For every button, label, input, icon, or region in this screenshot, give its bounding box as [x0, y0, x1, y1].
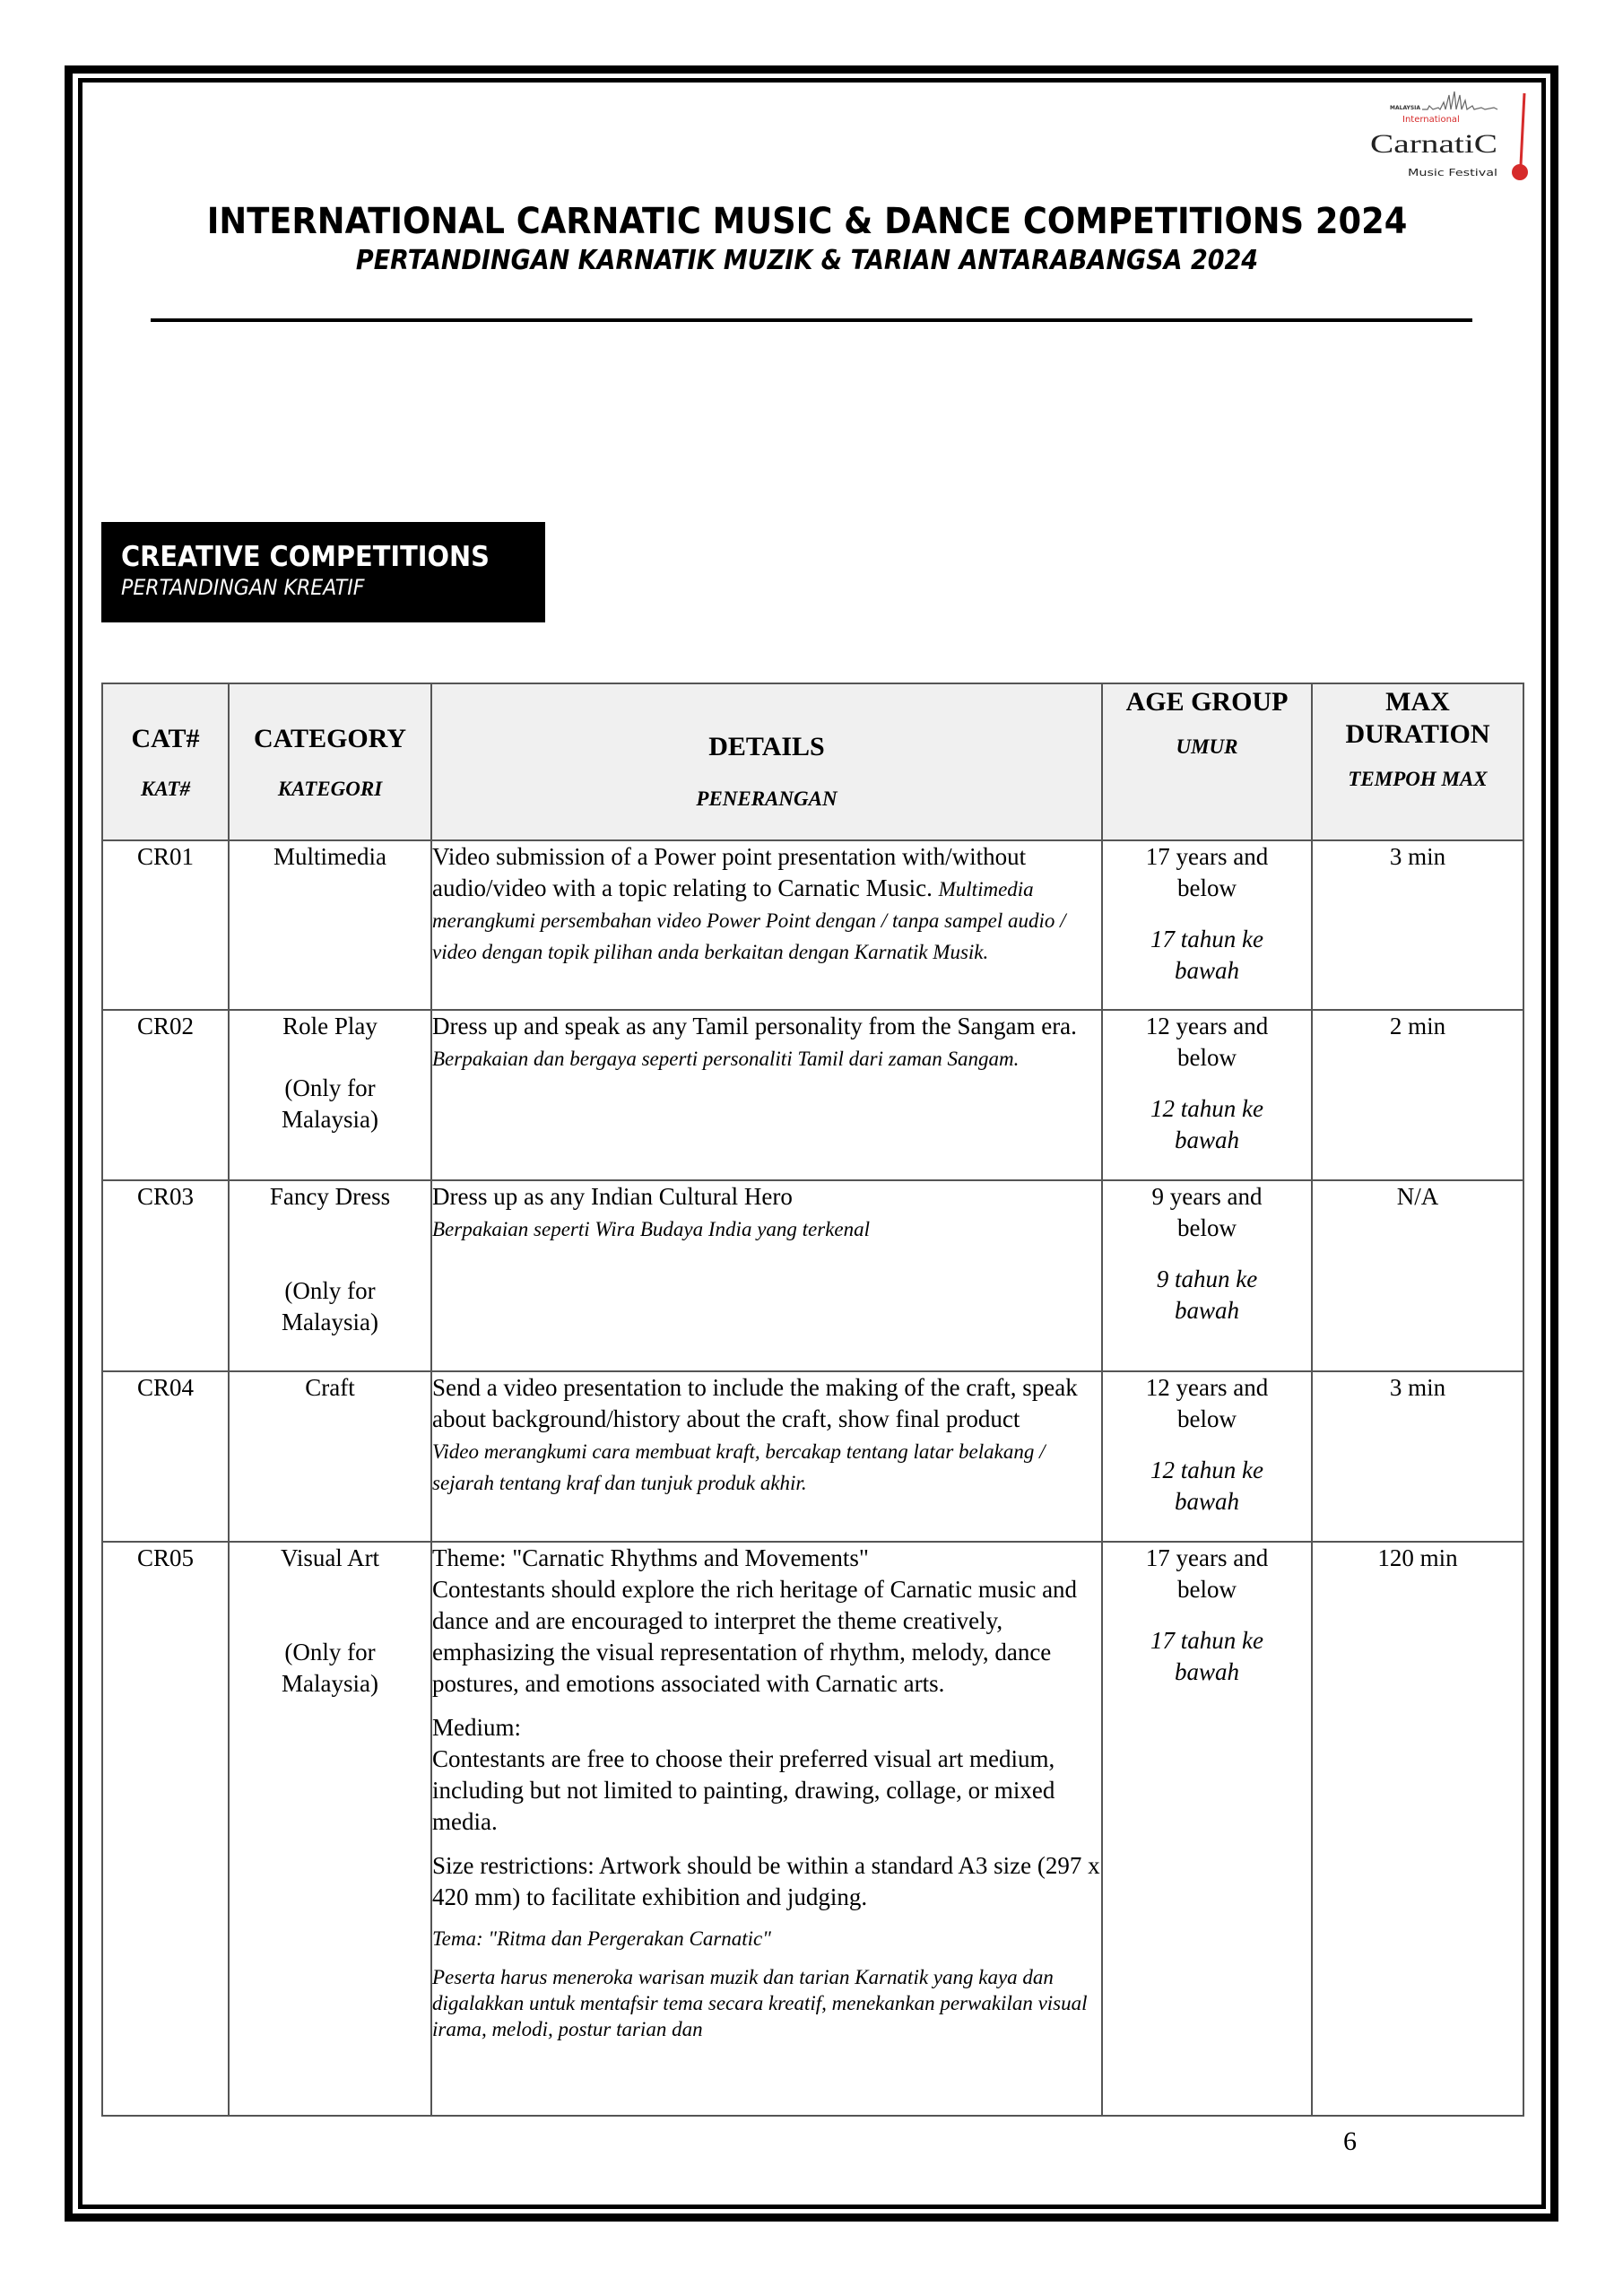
cell-age	[1102, 840, 1312, 1010]
document-title: INTERNATIONAL CARNATIC MUSIC & DANCE COMPETITIONS 2024	[206, 201, 1408, 242]
section-heading	[101, 522, 545, 622]
cell-duration: 3 min	[1312, 840, 1523, 1010]
header-age-ms: UMUR	[1176, 735, 1238, 758]
table-row	[102, 840, 1523, 1010]
details-size: Size restrictions: Artwork should be within a standard A3 size (297 x 420 mm) to facilitate exhibition and judging.	[432, 1852, 1100, 1910]
cell-category	[229, 1010, 431, 1180]
logo-music-festival: Music Festival	[1408, 167, 1497, 178]
cell-category	[229, 1180, 431, 1371]
age-ms: 12 tahun ke bawah	[1150, 1457, 1263, 1515]
logo-country: MALAYSIA	[1390, 105, 1421, 111]
cell-duration: 3 min	[1312, 1371, 1523, 1542]
cell-cat: CR01	[102, 840, 229, 1010]
cell-details	[431, 840, 1102, 1010]
page-number: 6	[1343, 2126, 1357, 2156]
cell-cat: CR05	[102, 1542, 229, 2116]
cell-age	[1102, 1010, 1312, 1180]
category-name: Visual Art	[280, 1544, 380, 1571]
age-en: 12 years and below	[1145, 1013, 1269, 1071]
header-details-ms: PENERANGAN	[696, 787, 838, 810]
cell-duration: 120 min	[1312, 1542, 1523, 2116]
title-divider	[151, 318, 1472, 322]
category-name: Craft	[305, 1374, 355, 1401]
cell-details	[431, 1542, 1102, 2116]
header-cat-en: CAT#	[131, 723, 200, 753]
category-note: (Only for Malaysia)	[282, 1074, 378, 1133]
logo-international: International	[1402, 115, 1460, 125]
veena-icon	[1512, 93, 1528, 180]
details-ms: Berpakaian dan bergaya seperti personaliti Tamil dari zaman Sangam.	[432, 1048, 1020, 1070]
cell-age	[1102, 1180, 1312, 1371]
details-tema: Tema: "Ritma dan Pergerakan Carnatic"	[432, 1927, 771, 1950]
age-ms: 9 tahun ke bawah	[1156, 1265, 1258, 1324]
cell-duration: 2 min	[1312, 1010, 1523, 1180]
cell-cat: CR02	[102, 1010, 229, 1180]
cell-category	[229, 1542, 431, 2116]
festival-logo	[1363, 90, 1542, 187]
cell-cat: CR04	[102, 1371, 229, 1542]
header-age	[1102, 683, 1312, 840]
header-duration-en: MAX DURATION	[1345, 687, 1490, 749]
header-cat	[102, 683, 229, 840]
header-category-ms: KATEGORI	[277, 777, 383, 800]
cell-age	[1102, 1542, 1312, 2116]
cell-details	[431, 1010, 1102, 1180]
table-row	[102, 1542, 1523, 2116]
cell-details	[431, 1180, 1102, 1371]
details-en: Video submission of a Power point presentation with/without audio/video with a topic relating to Carnatic Music.	[432, 843, 1027, 901]
document-subtitle: PERTANDINGAN KARNATIK MUZIK & TARIAN ANTARABANGSA 2024	[355, 245, 1259, 276]
details-ms: Berpakaian seperti Wira Budaya India yang terkenal	[432, 1218, 871, 1240]
age-en: 12 years and below	[1145, 1374, 1269, 1432]
section-title: CREATIVE COMPETITIONS	[121, 541, 490, 573]
details-en: Send a video presentation to include the making of the craft, speak about background/history about the craft, show final product	[432, 1374, 1078, 1432]
details-peserta: Peserta harus meneroka warisan muzik dan tarian Karnatik yang kaya dan digalakkan untuk mentafsir tema secara kreatif, menekankan perwakilan visual irama, melodi, postur tarian dan	[432, 1966, 1088, 2040]
details-ms: Video merangkumi cara membuat kraft, bercakap tentang latar belakang / sejarah tentang kraf dan tunjuk produk akhir.	[432, 1440, 1046, 1494]
age-ms: 17 tahun ke bawah	[1150, 926, 1263, 984]
cell-duration: N/A	[1312, 1180, 1523, 1371]
category-name: Fancy Dress	[269, 1183, 391, 1210]
category-note: (Only for Malaysia)	[282, 1639, 378, 1697]
table-row	[102, 1010, 1523, 1180]
age-en: 17 years and below	[1145, 843, 1269, 901]
age-en: 17 years and below	[1145, 1544, 1269, 1603]
header-duration	[1312, 683, 1523, 840]
table-row	[102, 1180, 1523, 1371]
header-details-en: DETAILS	[708, 731, 825, 761]
category-name: Multimedia	[273, 843, 386, 870]
header-details	[431, 683, 1102, 840]
details-en: Dress up and speak as any Tamil personality from the Sangam era.	[432, 1013, 1077, 1039]
document-title-block	[135, 199, 1480, 278]
category-name: Role Play	[282, 1013, 378, 1039]
details-en: Dress up as any Indian Cultural Hero	[432, 1183, 793, 1210]
cell-age	[1102, 1371, 1312, 1542]
category-note: (Only for Malaysia)	[282, 1277, 378, 1335]
table-header-row	[102, 683, 1523, 840]
header-category	[229, 683, 431, 840]
cell-category	[229, 840, 431, 1010]
header-category-en: CATEGORY	[253, 723, 407, 753]
header-age-en: AGE GROUP	[1125, 687, 1289, 717]
cell-cat: CR03	[102, 1180, 229, 1371]
cell-category	[229, 1371, 431, 1542]
logo-brand: CarnatiC	[1370, 129, 1497, 159]
cell-details	[431, 1371, 1102, 1542]
header-cat-ms: KAT#	[141, 777, 190, 800]
details-medium-label: Medium:	[432, 1714, 521, 1741]
details-medium-body: Contestants are free to choose their preferred visual art medium, including but not limited to painting, drawing, collage, or mixed media.	[432, 1745, 1055, 1835]
age-ms: 12 tahun ke bawah	[1150, 1095, 1263, 1153]
table-row	[102, 1371, 1523, 1542]
skyline-icon	[1422, 91, 1497, 109]
details-theme: Theme: "Carnatic Rhythms and Movements"	[432, 1544, 869, 1571]
competitions-table	[101, 683, 1524, 2117]
details-ms: Multimedia merangkumi persembahan video Power Point dengan / tanpa sampel audio / video dengan topik pilihan anda berkaitan dengan Karnatik Musik.	[432, 878, 1066, 963]
header-duration-ms: TEMPOH MAX	[1348, 768, 1488, 790]
details-theme-body: Contestants should explore the rich heritage of Carnatic music and dance and are encouraged to interpret the theme creatively, emphasizing the visual representation of rhythm, melody, dance postures, and emotions associated with Carnatic arts.	[432, 1576, 1078, 1697]
section-subtitle: PERTANDINGAN KREATIF	[121, 575, 365, 600]
age-en: 9 years and below	[1151, 1183, 1263, 1241]
age-ms: 17 tahun ke bawah	[1150, 1627, 1263, 1685]
